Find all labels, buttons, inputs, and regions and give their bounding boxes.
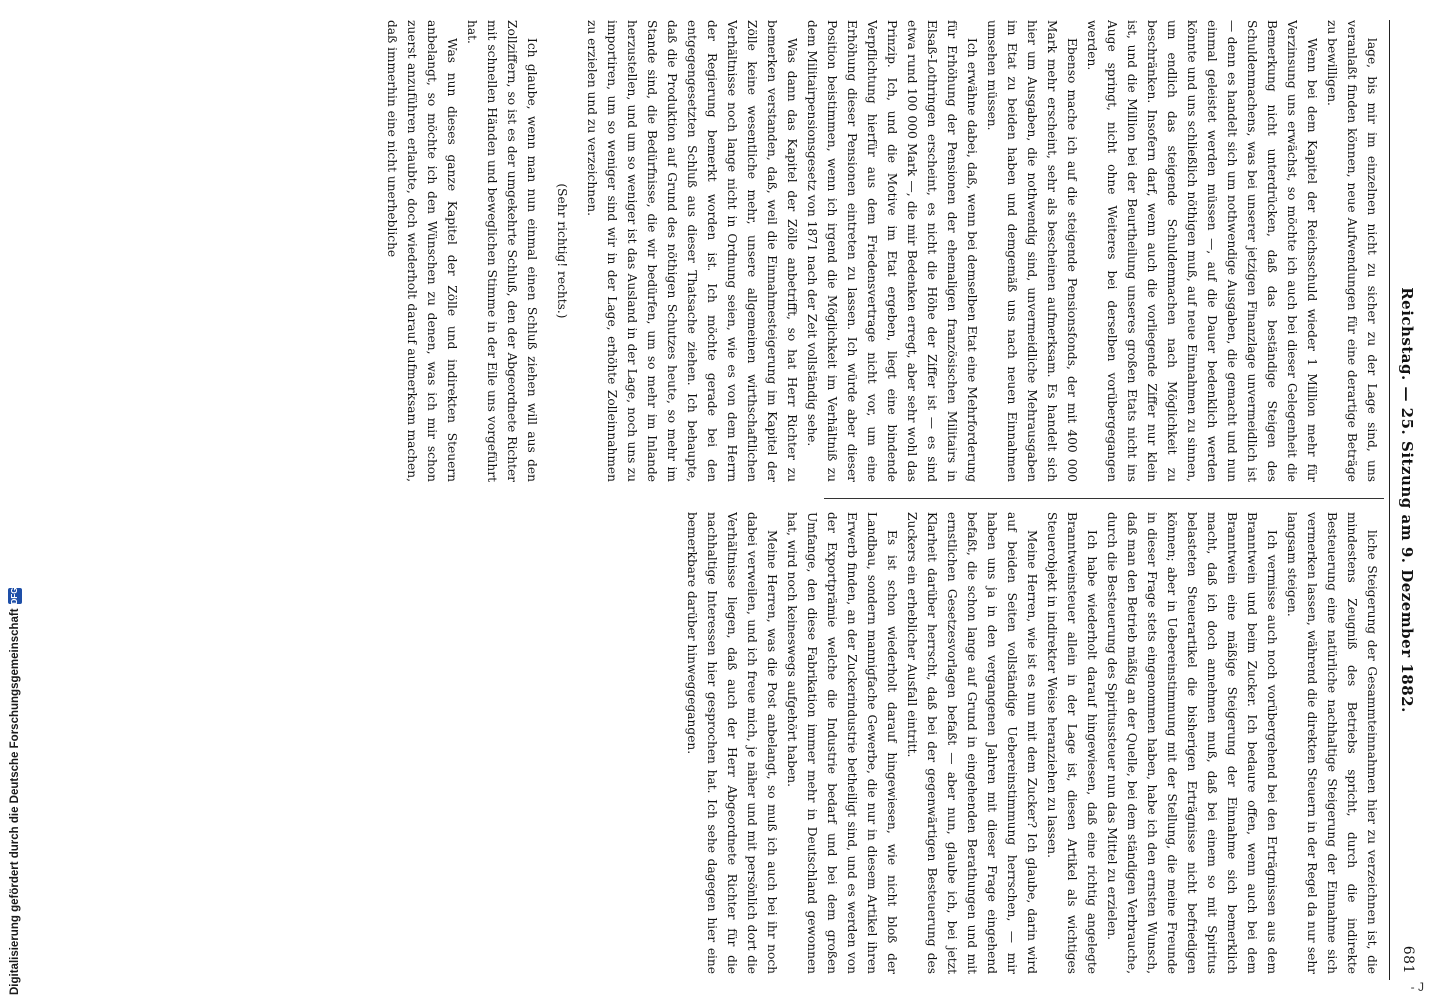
dfg-logo-icon: DFG bbox=[8, 588, 22, 605]
paragraph: Was dann das Kapitel der Zölle anbetrifft, so hat Herr Richter zu bemerken verstanden, daß, weil die Einnahmesteigerung im Kapitel der Zölle keine wesentliche mehr, unsere allgemeinen wirthschaftlichen Verhältnisse noch lange nicht in Ordnung seien, wie es von dem Herrn der Regierung bemerkt worden ist. Ich möchte gerade bei den entgegengesetzten Schluß aus dieser Thatsache ziehen. Ich behaupte, daß die Produktion auf Grund des nöthigen Schutzes heute, so mehr im Stande sind, die Bedürfnisse, die wir bedürfen, um so mehr im Inlande herzustellen, und um so weniger ist das Ausland in der Lage, noch uns zu importiren, um so weniger sind wir in der Lage, erhöhte Zolleinnahmen zu erzielen und zu verzeichnen. bbox=[585, 20, 799, 482]
paragraph: Ich habe wiederholt darauf hingewiesen, daß eine richtig angelegte Branntweinsteuer allein in der Lage ist, diesen Artikel als wichtiges Steuerobjekt in indirekter Weise heranziehen zu lassen. bbox=[1045, 512, 1099, 974]
scanned-page bbox=[74, 12, 1420, 988]
column-divider bbox=[824, 498, 1384, 499]
text-column-left bbox=[82, 20, 1382, 482]
digitization-watermark bbox=[4, 587, 26, 995]
paragraph: Meine Herren, wie ist es nun mit dem Zucker? Ich glaube, darin wird auf beiden Seiten vollständige Uebereinstimmung herrschen, — mir haben uns ja in den vergangenen Jahren mit dieser Frage eingehend befaßt, die schon lange auf Grund in eingehenden Berathungen und mit ernstlichen Gesetzesvorlagen befaßt — aber nun, glaube ich, bei jetzt Klarheit darüber herrscht, daß bei der gegenwärtigen Besteuerung des Zuckers ein erheblicher Ausfall eintritt. bbox=[905, 512, 1039, 974]
paragraph: Ich erwähne dabei, daß, wenn bei demselben Etat eine Mehrforderung für Erhöhung der Pensionen der ehemaligen französischen Militairs in Elsaß-Lothringen erscheint, es nicht die Höhe der Ziffer ist — es sind etwa rund 100 000 Mark —, die mir Bedenken erregt, aber sehr wohl das Prinzip. Ich, und die Motive im Etat ergeben, liegt eine bindende Verpflichtung hierfür aus dem Friedensvertrage nicht vor, um eine Erhöhung dieser Pensionen eintreten zu lassen. Ich würde aber dieser Position beistimmen, wenn ich irgend die Möglichkeit im Verhältniß zu dem Militairpensionsgesetz von 1871 nach der Zeit vollständig sehe. bbox=[805, 20, 979, 482]
interjection: (Sehr richtig! rechts.) bbox=[555, 183, 569, 319]
paragraph: Meine Herren, was die Post anbelangt, so muß ich auch bei ihr noch dabei verweilen, und ich freue mich, je näher und mit persönlich dort die Verhältnisse liegen, daß auch der Herr Abgeordnete Richter für die nachhaltige Interessen hier gesprochen hat. Ich sehe dagegen hier eine bemerkbare darüber hinweggegangen. bbox=[685, 512, 779, 974]
page-title: Reichstag. — 25. Sitzung am 9. Dezember 1882. bbox=[1398, 287, 1416, 713]
page-number: 681 bbox=[1400, 945, 1416, 974]
paragraph: Es ist schon wiederholt darauf hingewiesen, wie nicht bloß der Landbau, sondern mannigfache Gewerbe, die nur in diesem Artikel ihren Erwerb finden, an der Zuckerindustrie betheiligt sind, und es werden von der Exportprämie welche die Industrie bedarf und bei dem großen Umfange, den diese Fabrikation immer mehr in Deutschland gewonnen hat, wird noch keineswegs aufgehört haben. bbox=[785, 512, 899, 974]
paragraph: Wenn bei dem Kapitel der Reichsschuld wieder 1 Million mehr für Verzinsung uns erwächst, so möchte ich auch bei dieser Gelegenheit die Bemerkung nicht unterdrücken, daß das beständige Steigen des Schuldenmachens, was bei unserer jetzigen Finanzlage unvermeidlich ist — denn es handelt sich um nothwendige Ausgaben, die gemacht und nun einmal geleistet werden müssen —, auf die Dauer bedenklich werden könnte und uns schließlich nöthigen muß, auf neue Einnahmen zu sinnen, um endlich das steigende Schuldenmachen nach Möglichkeit zu beschränken. Insofern darf, wenn auch die vorliegende Ziffer nur klein ist, und die Million bei der Beurtheilung unseres großen Etats nicht ins Auge springt, nicht ohne Weiteres bei derselben vorübergegangen werden. bbox=[1085, 20, 1319, 482]
paragraph: liche Steigerung der Gesammteinnahmen hier zu verzeichnen ist, die mindestens Zeugniß des Betriebs spricht, durch die indirekte Besteuerung eine natürliche nachhaltige Steigerung der Einnahme sich vermerken lassen, während die direkten Steuern in der Regel da nur sehr langsam steigen. bbox=[1285, 512, 1379, 974]
paragraph: lage, bis mir im einzelnen nicht zu sicher zu der Lage sind, uns veranlaßt finden können, neue Aufwendungen für eine derartige Beträge zu bewilligen. bbox=[1325, 20, 1379, 482]
header-rule bbox=[1389, 20, 1390, 980]
paragraph: Was nun dieses ganze Kapitel der Zölle und indirekten Steuern anbelangt, so möchte ich den Wünschen zu denen, was ich mir schon zuerst anzuführen erlaubte, doch wiederholt darauf aufmerksam machen, daß immerhin eine nicht unerhebliche bbox=[385, 20, 459, 482]
text-column-right bbox=[82, 512, 1382, 974]
paragraph: Ich vermisse auch noch vorübergehend bei den Erträgnissen aus dem Branntwein und beim Zucker. Ich bedaure offen, wenn auch bei dem Branntwein eine mäßige Steigerung der Einnahme sich bemerklich macht, daß ich doch annehmen muß, daß bei einem so mit Spiritus belasteten Steuerartikel die bisherigen Erträgnisse nicht befriedigen können; aber in Uebereinstimmung mit der Stellung, die meine Freunde in dieser Frage stets eingenommen haben, habe ich den ernsten Wunsch, daß man den Betrieb mäßig an der Quelle, bei dem ständigen Verbrauche, durch die Besteuerung des Spiritussteuer nun das Mittel zu erzielen. bbox=[1105, 512, 1279, 974]
corner-mark: - J bbox=[1410, 980, 1424, 994]
page-header bbox=[1390, 12, 1416, 988]
paragraph: Ich glaube, wenn man nun einmal einen Schluß ziehen will aus den Zollziffern, so ist es der umgekehrte Schluß, den der Abgeordnete Richter mit schnellen Händen und beweglichen Stimme in der Eile uns vorgeführt hat. bbox=[465, 20, 539, 482]
watermark-text: Digitalisierung gefördert durch die Deutsche Forschungsgemeinschaft bbox=[9, 608, 21, 995]
paragraph: Ebenso mache ich auf die steigende Pensionsfonds, der mit 400 000 Mark mehr erscheint, sehr als bescheinen aufmerksam. Es handelt sich hier um Ausgaben, die nothwendig sind, unvermeidliche Mehrausgaben im Etat zu beiden haben und demgemäß uns nach neuen Einnahmen umsehen müssen. bbox=[985, 20, 1079, 482]
